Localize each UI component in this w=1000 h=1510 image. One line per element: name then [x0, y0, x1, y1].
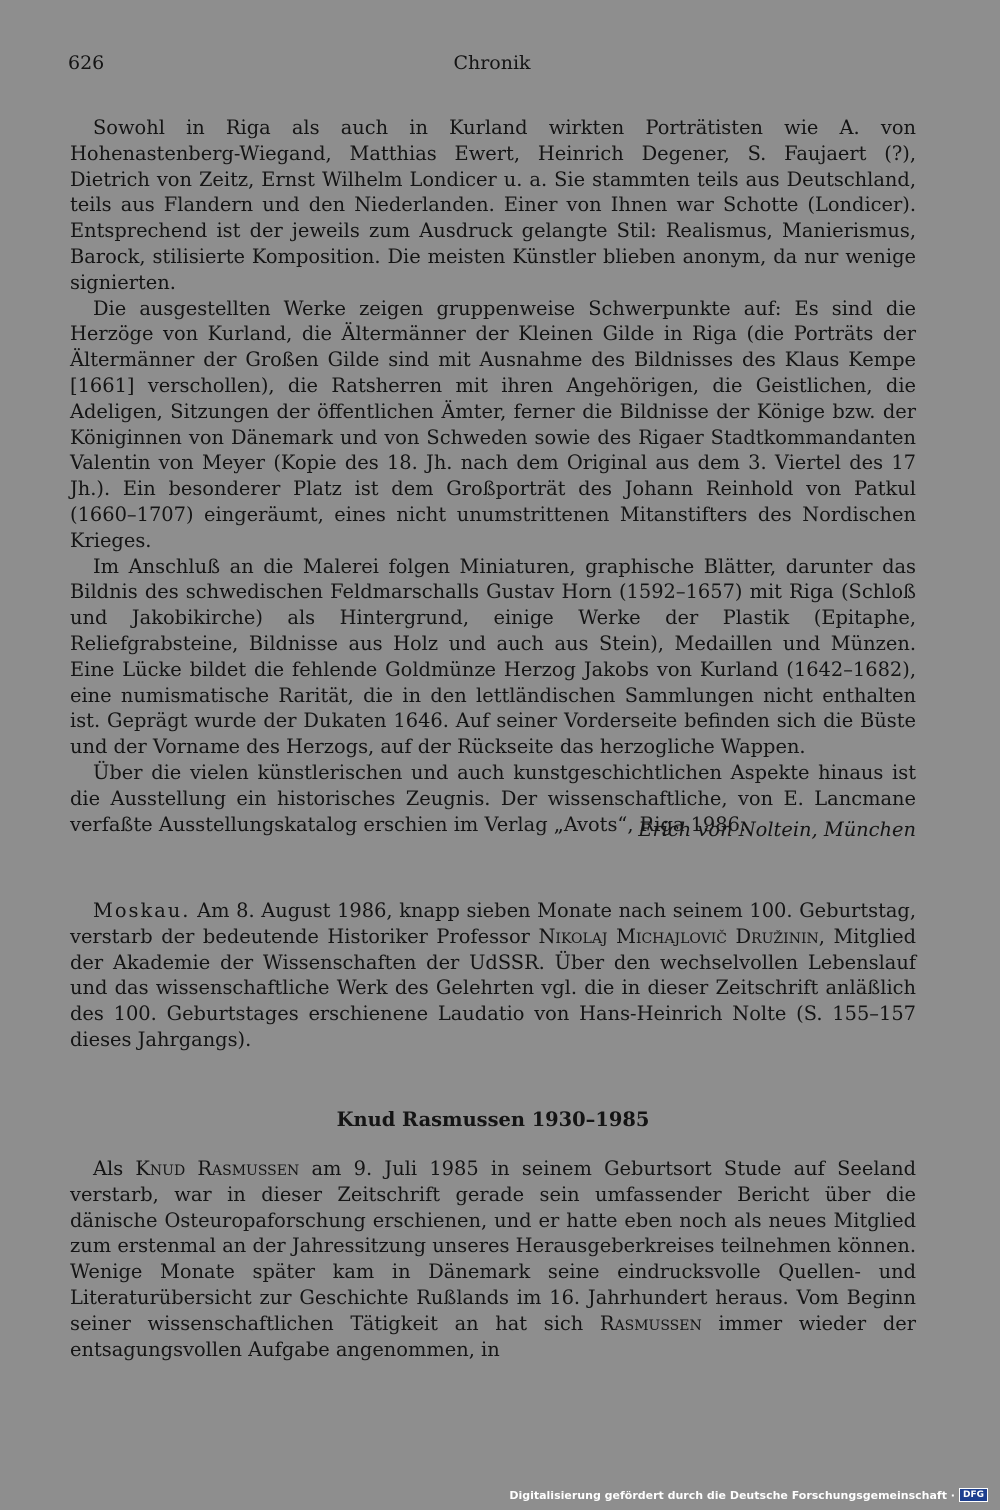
person-name: Rasmussen: [599, 1311, 702, 1335]
paragraph: Die ausgestellten Werke zeigen gruppenweise Schwerpunkte auf: Es sind die Herzöge von Kurland, die Ältermänner der Kleinen Gilde in Riga (die Porträts der Ältermänner der Großen Gilde sind mit Ausnahme des Bildnisses des Klaus Kempe [1661] verschollen), die Ratsherren mit ihren Angehörigen, die Geistlichen, die Adeligen, Sitzungen der öffentlichen Ämter, ferner die Bildnisse der Könige bzw. der Königinnen von Dänemark und von Schweden sowie des Rigaer Stadtkommandanten Valentin von Meyer (Kopie des 18. Jh. nach dem Original aus dem 3. Viertel des 17 Jh.). Ein besonderer Platz ist dem Großporträt des Johann Reinhold von Patkul (1660–1707) eingeräumt, eines nicht unumstrittenen Mitanstifters des Nordischen Krieges.: [70, 296, 916, 552]
paragraph: Über die vielen künstlerischen und auch kunstgeschichtlichen Aspekte hinaus ist die Ausstellung ein historisches Zeugnis. Der wissenschaftliche, von E. Lancmane verfaßte Ausstellungskatalog erschien im Verlag „Avots“, Riga 1986.: [70, 760, 916, 836]
obituary-notice: [70, 898, 916, 1053]
author-signature: Erich von Noltein, München: [638, 818, 916, 841]
paragraph: Sowohl in Riga als auch in Kurland wirkten Porträtisten wie A. von Hohenastenberg-Wiegand, Matthias Ewert, Heinrich Degener, S. Faujaert (?), Dietrich von Zeitz, Ernst Wilhelm Londicer u. a. Sie stammten teils aus Deutschland, teils aus Flandern und den Niederlanden. Einer von Ihnen war Schotte (Londicer). Entsprechend ist der jeweils zum Ausdruck gelangte Stil: Realismus, Manierismus, Barock, stilisierte Komposition. Die meisten Künstler blieben anonym, da nur wenige signierten.: [70, 116, 916, 294]
place-name: Moskau.: [93, 899, 191, 922]
paragraph: [70, 898, 916, 1053]
digitization-footer: [509, 1488, 988, 1502]
section-heading: Knud Rasmussen 1930–1985: [336, 1108, 650, 1131]
obituary-article: [70, 1156, 916, 1362]
dfg-logo-icon: DFG: [959, 1488, 988, 1502]
paragraph: [70, 1156, 916, 1362]
page-header: [68, 52, 916, 78]
exhibition-article: [70, 115, 916, 837]
person-name: Knud Rasmussen: [135, 1157, 300, 1180]
text-run: immer wieder der entsagungsvollen Aufgabe angenommen, in: [70, 1311, 916, 1361]
text-run: Als: [93, 1157, 136, 1180]
text-run: Am 8. August 1986, knapp sieben Monate nach seinem 100. Geburtstag, verstarb der bedeutende Historiker Professor: [70, 899, 916, 948]
page-number: 626: [68, 52, 105, 74]
running-head: Chronik: [453, 52, 531, 74]
footer-text: Digitalisierung gefördert durch die Deutsche Forschungsgemeinschaft ·: [509, 1488, 955, 1502]
person-name: Nikolaj Michajlovič Družinin: [538, 924, 819, 948]
text-run: , Mitglied der Akademie der Wissenschaften der UdSSR. Über den wechselvollen Lebenslauf und das wissenschaftliche Werk des Gelehrten vgl. die in dieser Zeitschrift anläßlich des 100. Geburtstages erschienene Laudatio von Hans-Heinrich Nolte (S. 155–157 dieses Jahrgangs).: [70, 924, 916, 1051]
paragraph: Im Anschluß an die Malerei folgen Miniaturen, graphische Blätter, darunter das Bildnis des schwedischen Feldmarschalls Gustav Horn (1592–1657) mit Riga (Schloß und Jakobikirche) als Hintergrund, einige Werke der Plastik (Epitaphe, Reliefgrabsteine, Bildnisse aus Holz und auch aus Stein), Medaillen und Münzen. Eine Lücke bildet die fehlende Goldmünze Herzog Jakobs von Kurland (1642–1682), eine numismatische Rarität, die in den lettländischen Sammlungen nicht enthalten ist. Geprägt wurde der Dukaten 1646. Auf seiner Vorderseite befinden sich die Büste und der Vorname des Herzogs, auf der Rückseite das herzogliche Wappen.: [70, 554, 916, 759]
text-run: am 9. Juli 1985 in seinem Geburtsort Stude auf Seeland verstarb, war in dieser Zeitschrift gerade sein umfassender Bericht über die dänische Osteuropaforschung erschienen, und er hatte eben noch als neues Mitglied zum erstenmal an der Jahressitzung unseres Herausgeberkreises teilnehmen können. Wenige Monate später kam in Dänemark seine eindrucksvolle Quellen- und Literaturübersicht zur Geschichte Rußlands im 16. Jahrhundert heraus. Vom Beginn seiner wissenschaftlichen Tätigkeit an hat sich: [70, 1157, 916, 1335]
